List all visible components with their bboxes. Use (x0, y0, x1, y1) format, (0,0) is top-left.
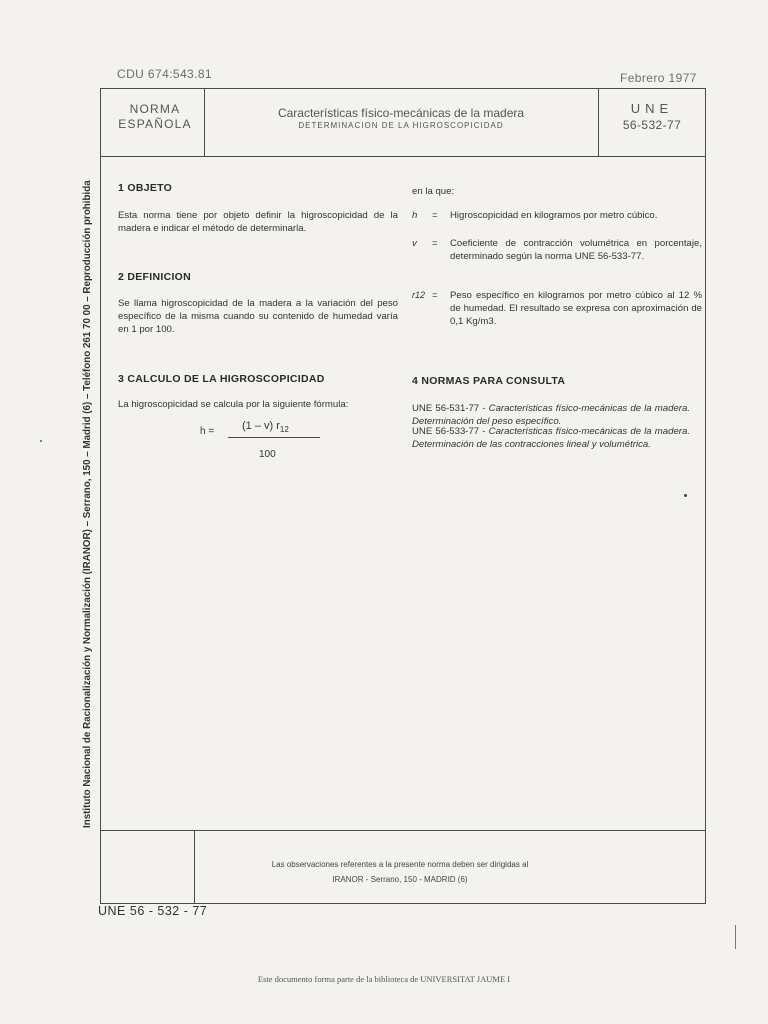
section-1-title: 1 OBJETO (118, 182, 173, 194)
norma-espanola-label (105, 102, 205, 132)
definition-h (412, 209, 702, 223)
footer-note (195, 857, 605, 887)
standard-id-block (600, 101, 704, 133)
document-title-block (205, 106, 597, 131)
scan-mark (735, 925, 736, 949)
definition-r12 (412, 289, 702, 329)
equals-sign: = (432, 238, 438, 249)
publication-date: Febrero 1977 (620, 71, 697, 85)
section-4-title: 4 NORMAS PARA CONSULTA (412, 375, 566, 387)
formula-numerator-text: (1 – v) r (242, 420, 280, 432)
reference-1-title: Características físico-mecánicas de la madera. Determinación del peso específico. (412, 403, 690, 427)
document-subtitle: DETERMINACION DE LA HIGROSCOPICIDAD (298, 121, 504, 130)
section-2-title: 2 DEFINICION (118, 271, 192, 283)
scan-speck (40, 440, 42, 442)
side-publisher-text: Instituto Nacional de Racionalización y Normalización (IRANOR) – Serrano, 150 – Madrid (6) – Teléfono 261 70 00 – Reproducción prohibida (82, 180, 93, 828)
formula-numerator (242, 420, 289, 434)
norma-label: NORMA (129, 102, 181, 116)
symbol-h: h (412, 210, 418, 221)
footer-divider (100, 830, 706, 831)
footer-note-line-2: IRANOR - Serrano, 150 - MADRID (6) (332, 875, 468, 884)
formula-denominator: 100 (259, 449, 276, 460)
reference-1-code: UNE 56-531-77 - (412, 403, 486, 414)
header-separator-right (598, 88, 599, 156)
document-title: Características físico-mecánicas de la madera (277, 106, 525, 120)
definition-h-text: Higroscopicidad en kilogramos por metro cúbico. (450, 210, 658, 221)
formula-fraction-bar (228, 437, 320, 438)
formula-subscript: 12 (279, 425, 289, 435)
symbol-v: v (412, 238, 417, 249)
formula-lhs: h = (200, 426, 215, 437)
definition-r12-text: Peso específico en kilogramos por metro cúbico al 12 % de humedad. El resultado se expresa con aproximación de 0,1 Kg/m3. (450, 290, 702, 327)
equals-sign: = (432, 290, 438, 301)
definitions-intro: en la que: (412, 186, 455, 197)
section-3-text: La higroscopicidad se calcula por la siguiente fórmula: (118, 399, 349, 410)
footer-note-line-1: Las observaciones referentes a la presente norma deben ser dirigidas al (271, 860, 529, 869)
scan-speck (684, 494, 687, 497)
reference-2 (412, 425, 690, 451)
cdu-code: CDU 674:543.81 (117, 67, 212, 81)
equals-sign: = (432, 210, 438, 221)
espanola-label: ESPAÑOLA (118, 117, 192, 131)
reference-2-title: Características físico-mecánicas de la madera. Determinación de las contracciones lineal y volumétrica. (412, 426, 690, 450)
footer-standard-code: UNE 56 - 532 - 77 (98, 904, 208, 918)
section-1-text: Esta norma tiene por objeto definir la higroscopicidad de la madera e indicar el método de determinarla. (118, 210, 398, 234)
section-2-text: Se llama higroscopicidad de la madera a la variación del peso específico de la misma cuando su contenido de humedad varía en 1 por 100. (118, 298, 398, 335)
reference-2-code: UNE 56-533-77 - (412, 426, 486, 437)
definition-v-text: Coeficiente de contracción volumétrica en porcentaje, determinado según la norma UNE 56-533-77. (450, 238, 702, 262)
section-3-title: 3 CALCULO DE LA HIGROSCOPICIDAD (118, 373, 325, 385)
une-label: UNE (630, 101, 674, 116)
library-notice: Este documento forma parte de la biblioteca de UNIVERSITAT JAUME I (257, 974, 511, 984)
standard-number: 56-532-77 (622, 118, 682, 132)
definition-v (412, 237, 702, 277)
header-divider (100, 156, 706, 157)
symbol-r12: r12 (412, 290, 426, 300)
